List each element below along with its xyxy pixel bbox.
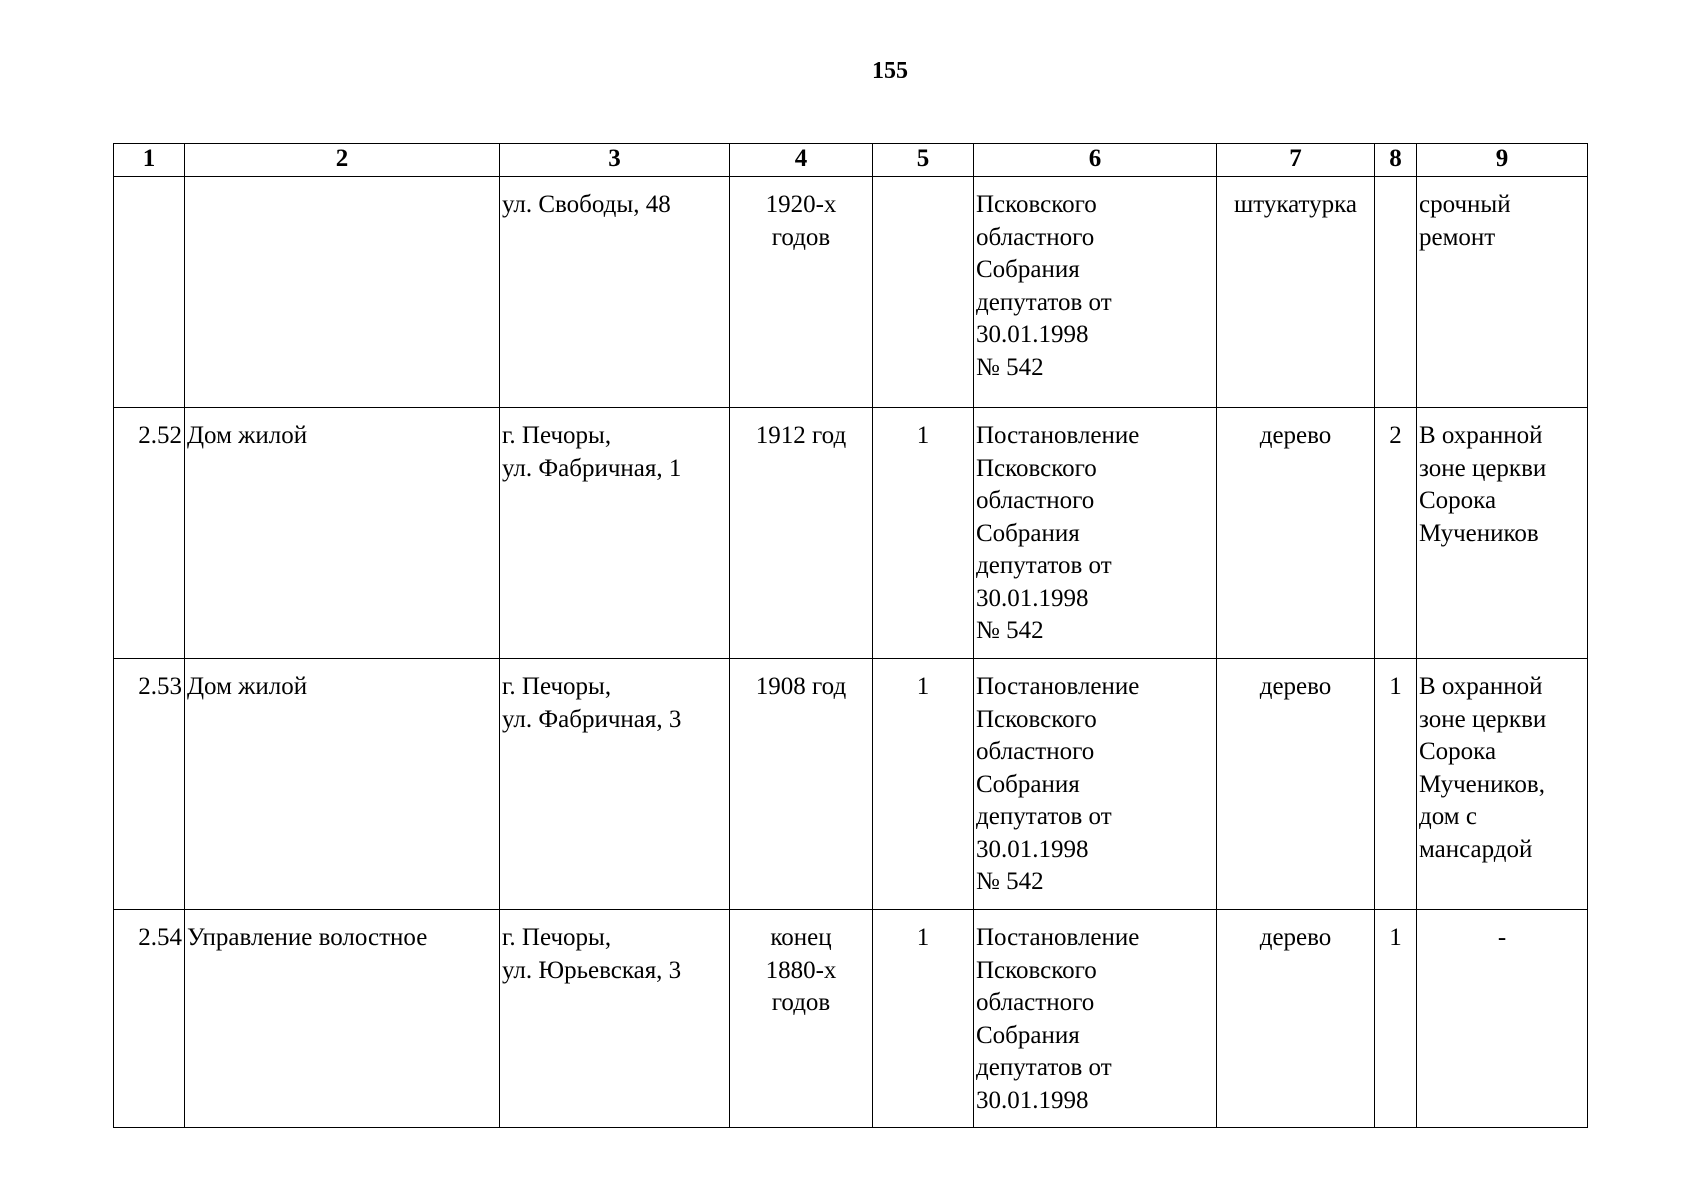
legal-basis: Псковского областного Собрания депутатов от 30.01.1998 № 542 bbox=[974, 177, 1217, 408]
object-floors: 2 bbox=[1375, 408, 1417, 659]
table-row bbox=[114, 910, 1588, 1128]
object-address: г. Печоры, ул. Фабричная, 3 bbox=[500, 659, 730, 910]
object-date: 1908 год bbox=[730, 659, 873, 910]
object-name: Дом жилой bbox=[185, 408, 500, 659]
row-number: 2.52 bbox=[114, 408, 185, 659]
row-number bbox=[114, 177, 185, 408]
object-material: штукатурка bbox=[1217, 177, 1375, 408]
column-header: 4 bbox=[730, 144, 873, 177]
object-address: г. Печоры, ул. Юрьевская, 3 bbox=[500, 910, 730, 1128]
column-header: 7 bbox=[1217, 144, 1375, 177]
object-note: В охранной зоне церкви Сорока Мучеников, дом с мансардой bbox=[1417, 659, 1588, 910]
object-category: 1 bbox=[873, 659, 974, 910]
legal-basis: Постановление Псковского областного Собрания депутатов от 30.01.1998 № 542 bbox=[974, 408, 1217, 659]
object-category: 1 bbox=[873, 910, 974, 1128]
header-row bbox=[114, 144, 1588, 177]
column-header: 3 bbox=[500, 144, 730, 177]
object-name: Управление волостное bbox=[185, 910, 500, 1128]
table-row bbox=[114, 408, 1588, 659]
column-header: 8 bbox=[1375, 144, 1417, 177]
row-number: 2.53 bbox=[114, 659, 185, 910]
object-note: - bbox=[1417, 910, 1588, 1128]
legal-basis: Постановление Псковского областного Собрания депутатов от 30.01.1998 bbox=[974, 910, 1217, 1128]
object-floors: 1 bbox=[1375, 659, 1417, 910]
object-date: конец 1880-х годов bbox=[730, 910, 873, 1128]
object-name: Дом жилой bbox=[185, 659, 500, 910]
object-date: 1912 год bbox=[730, 408, 873, 659]
object-date: 1920-х годов bbox=[730, 177, 873, 408]
object-name bbox=[185, 177, 500, 408]
table-row bbox=[114, 177, 1588, 408]
column-header: 6 bbox=[974, 144, 1217, 177]
column-header: 9 bbox=[1417, 144, 1588, 177]
object-address: ул. Свободы, 48 bbox=[500, 177, 730, 408]
object-material: дерево bbox=[1217, 408, 1375, 659]
object-note: срочный ремонт bbox=[1417, 177, 1588, 408]
object-address: г. Печоры, ул. Фабричная, 1 bbox=[500, 408, 730, 659]
monuments-table bbox=[113, 143, 1588, 1128]
object-material: дерево bbox=[1217, 659, 1375, 910]
table-row bbox=[114, 659, 1588, 910]
object-note: В охранной зоне церкви Сорока Мучеников bbox=[1417, 408, 1588, 659]
legal-basis: Постановление Псковского областного Собрания депутатов от 30.01.1998 № 542 bbox=[974, 659, 1217, 910]
object-floors: 1 bbox=[1375, 910, 1417, 1128]
row-number: 2.54 bbox=[114, 910, 185, 1128]
column-header: 5 bbox=[873, 144, 974, 177]
object-category bbox=[873, 177, 974, 408]
object-category: 1 bbox=[873, 408, 974, 659]
page-number: 155 bbox=[872, 58, 908, 84]
column-header: 2 bbox=[185, 144, 500, 177]
column-header: 1 bbox=[114, 144, 185, 177]
object-material: дерево bbox=[1217, 910, 1375, 1128]
object-floors bbox=[1375, 177, 1417, 408]
